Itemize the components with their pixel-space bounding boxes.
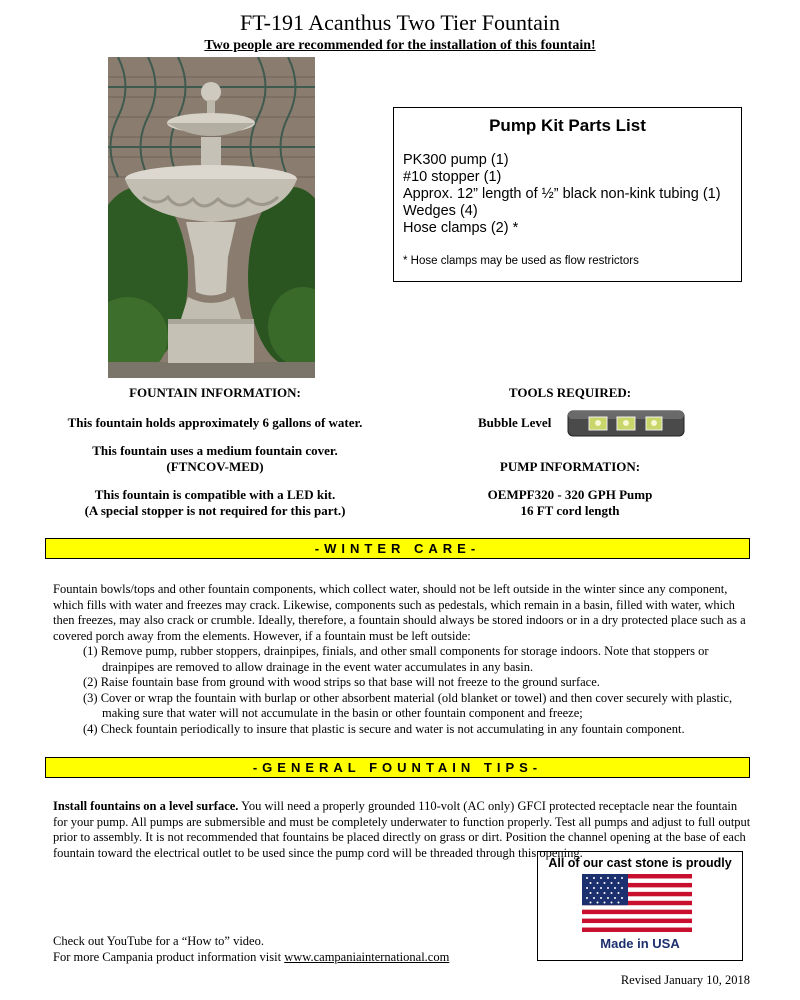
- led-text: [45, 487, 385, 519]
- page-title: FT-191 Acanthus Two Tier Fountain: [240, 10, 560, 35]
- website-link[interactable]: www.campaniainternational.com: [284, 950, 450, 964]
- us-flag-icon: [582, 874, 692, 932]
- pump-kit-box: [393, 107, 742, 282]
- usa-caption: All of our cast stone is proudly: [548, 856, 732, 870]
- capacity-text: This fountain holds approximately 6 gallons of water.: [67, 415, 363, 430]
- tools-heading: TOOLS REQUIRED:: [508, 385, 632, 400]
- made-in-usa-text: Made in USA: [600, 936, 680, 951]
- list-item: (3) Cover or wrap the fountain with burlap or other absorbent material (old blanket or towel) and then cover securely with plastic, making sure that water will not accumulate in the basin or other fountain component and freeze;: [83, 690, 733, 720]
- cord-length: 16 FT cord length: [520, 503, 620, 518]
- list-item: (4) Check fountain periodically to insure that plastic is secure and water is not accumulating in any fountain component.: [83, 721, 685, 736]
- more-info-text: [53, 949, 533, 965]
- bubble-level-icon: [567, 409, 685, 438]
- list-item: PK300 pump (1): [403, 152, 509, 168]
- fountain-photo: [108, 57, 315, 378]
- cover-code: (FTNCOV-MED): [166, 459, 264, 474]
- led-line: This fountain is compatible with a LED kit.: [94, 487, 336, 502]
- cover-line: This fountain uses a medium fountain cover.: [92, 443, 338, 458]
- tips-body: You will need a properly grounded 110-volt (AC only) GFCI protected receptacle near the fountain for your pump. All pumps are submersible and must be completely underwater to function properly. Test all pumps and adjust to full output prior to assembly. It is not recommended that fountains be placed directly on grass or dirt. Position the channel opening at the base of each fountain toward the electrical outlet to be used since the pump cord will be threaded through this opening.: [53, 799, 751, 860]
- cover-text: [45, 443, 385, 475]
- bubble-level-label: Bubble Level: [478, 415, 552, 430]
- tips-lead: Install fountains on a level surface.: [53, 799, 239, 813]
- winter-steps: [53, 644, 753, 737]
- winter-care-text: [53, 582, 753, 737]
- winter-care-bar: -WINTER CARE-: [45, 538, 750, 559]
- list-item: #10 stopper (1): [403, 169, 502, 185]
- install-warning: Two people are recommended for the installation of this fountain!: [204, 38, 596, 53]
- winter-intro: Fountain bowls/tops and other fountain components, which collect water, should not be left outside in the winter since any component, which fills with water and freezes may crack. Likewise, components such as pedestals, which remain in a basin, filled with water, which then freezes, may also crack or crumble. Ideally, therefore, a fountain should always be stored indoors or in a dry protected place such as a covered porch away from the elements. However, if a fountain must be left outside:: [53, 582, 746, 643]
- youtube-text: Check out YouTube for a “How to” video.: [53, 934, 264, 948]
- fountain-info-heading: FOUNTAIN INFORMATION:: [129, 385, 301, 400]
- made-in-usa-badge: [537, 851, 743, 961]
- led-note: (A special stopper is not required for this part.): [84, 503, 346, 518]
- list-item: Approx. 12” length of ½” black non-kink tubing (1): [403, 186, 721, 202]
- general-tips-bar: -GENERAL FOUNTAIN TIPS-: [45, 757, 750, 778]
- list-item: Wedges (4): [403, 203, 478, 219]
- pump-kit-list: [403, 152, 741, 237]
- list-item: (1) Remove pump, rubber stoppers, drainpipes, finials, and other small components for storage indoors. Note that stoppers or drainpipes are removed to allow drainage in the event water accumulates in any basin.: [83, 644, 709, 674]
- footer-text: [53, 933, 533, 965]
- pump-info-heading: PUMP INFORMATION:: [499, 459, 641, 474]
- pump-info-text: [440, 487, 700, 519]
- pump-kit-title: Pump Kit Parts List: [489, 116, 646, 135]
- pump-model: OEMPF320 - 320 GPH Pump: [487, 487, 653, 502]
- more-info-label: For more Campania product information visit: [53, 950, 282, 964]
- revision-date: Revised January 10, 2018: [620, 973, 750, 987]
- list-item: (2) Raise fountain base from ground with wood strips so that base will not freeze to the ground surface.: [83, 675, 600, 689]
- list-item: Hose clamps (2) *: [403, 220, 519, 236]
- hose-clamp-note: * Hose clamps may be used as flow restrictors: [403, 255, 639, 267]
